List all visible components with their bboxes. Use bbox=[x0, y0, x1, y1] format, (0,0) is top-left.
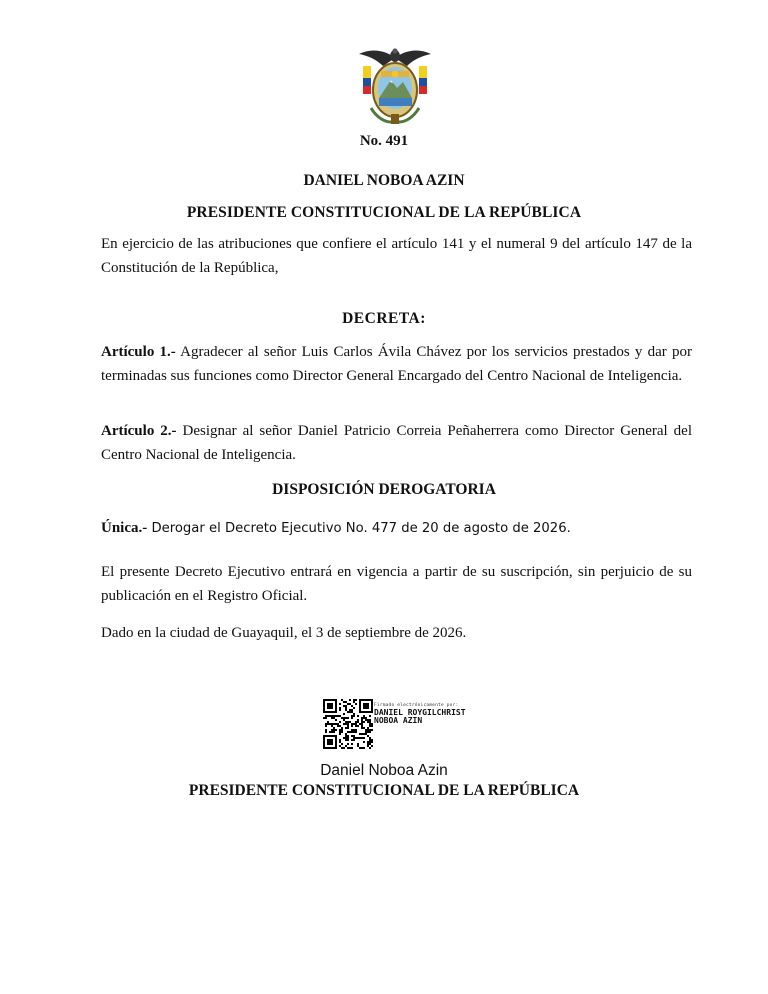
article-2-paragraph bbox=[101, 420, 692, 467]
article-1-text: Agradecer al señor Luis Carlos Ávila Chávez por los servicios prestados y dar por terminadas sus funciones como Director General Encargado del Centro Nacional de Inteligencia. bbox=[101, 344, 692, 384]
decree-number: No. 491 bbox=[359, 133, 409, 149]
unica-text: Derogar el Decreto Ejecutivo No. 477 de 20 de agosto de 2026. bbox=[147, 521, 571, 536]
president-name-heading: DANIEL NOBOA AZIN bbox=[303, 172, 465, 189]
qr-code-icon bbox=[323, 699, 373, 749]
ecuador-coat-of-arms-icon bbox=[357, 44, 433, 126]
signature-caption: Firmado electrónicamente por: bbox=[374, 703, 459, 708]
president-title-heading: PRESIDENTE CONSTITUCIONAL DE LA REPÚBLICA bbox=[186, 204, 582, 221]
place-date-paragraph: Dado en la ciudad de Guayaquil, el 3 de septiembre de 2026. bbox=[101, 625, 467, 641]
signer-name: Daniel Noboa Azin bbox=[320, 762, 448, 779]
article-1-label: Artículo 1.- bbox=[101, 344, 176, 360]
decreta-heading: DECRETA: bbox=[342, 310, 426, 327]
article-2-label: Artículo 2.- bbox=[101, 423, 177, 439]
article-2-text: Designar al señor Daniel Patricio Correia Peñaherrera como Director General del Centro Nacional de Inteligencia. bbox=[101, 423, 692, 463]
signer-title: PRESIDENTE CONSTITUCIONAL DE LA REPÚBLICA bbox=[188, 782, 580, 799]
disposicion-heading: DISPOSICIÓN DEROGATORIA bbox=[272, 481, 496, 498]
unica-label: Única.- bbox=[101, 520, 148, 536]
article-1-paragraph bbox=[101, 341, 692, 388]
vigencia-paragraph: El presente Decreto Ejecutivo entrará en vigencia a partir de su suscripción, sin perjuicio de su publicación en el Registro Oficial. bbox=[101, 564, 692, 604]
electronic-signature bbox=[323, 699, 483, 751]
preamble-paragraph: En ejercicio de las atribuciones que confiere el artículo 141 y el numeral 9 del artículo 147 de la Constitución de la República, bbox=[101, 236, 692, 276]
signature-signer-line-2: NOBOA AZIN bbox=[374, 716, 423, 725]
unica-paragraph bbox=[101, 517, 692, 541]
signature-signer-line-1: DANIEL ROYGILCHRIST bbox=[374, 708, 466, 717]
